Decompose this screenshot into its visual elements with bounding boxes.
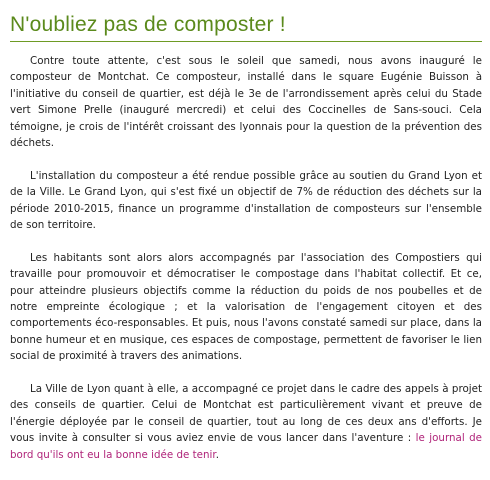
article-title: N'oubliez pas de composter ! — [10, 13, 286, 36]
paragraph-4-text: La Ville de Lyon quant à elle, a accompagné ce projet dans le cadre des appels à projet des conseils de quartier. Celui de Montchat est particulièrement vivant et preuve de l'énergie déployée par le conseil de quartier, tout au long de ces deux ans d'efforts. Je vous invite à consulter si vous aviez envie de vous lancer dans l'aventure : — [10, 383, 482, 445]
article-body — [10, 53, 482, 480]
journal-link[interactable]: le journal de bord qu'ils ont eu la bonne idée de tenir — [10, 432, 482, 461]
paragraph-3: Les habitants sont alors alors accompagnés par l'association des Compostiers qui travaille pour promouvoir et démocratiser le compostage dans l'habitat collectif. Et ce, pour atteindre plusieurs objectifs comme la réduction du poids de nos poubelles et de notre empreinte écologique ; et la valorisation de l'engagement citoyen et des comportements éco-responsables. Et puis, nous l'avons constaté samedi sur place, dans la bonne humeur et en musique, ces espaces de compostage, permettent de favoriser le lien social de proximité à travers des animations. — [10, 251, 482, 363]
paragraph-1: Contre toute attente, c'est sous le soleil que samedi, nous avons inauguré le composteur de Montchat. Ce composteur, installé dans le square Eugénie Buisson à l'initiative du conseil de quartier, est déjà le 3e de l'arrondissement après celui du Stade vert Simone Prelle (inauguré mercredi) et celui des Coccinelles de Sans-souci. Cela témoigne, je crois de l'intérêt croissant des lyonnais pour la question de la prévention des déchets. — [10, 55, 482, 150]
paragraph-4 — [10, 381, 482, 463]
title-divider — [10, 41, 482, 42]
paragraph-2: L'installation du composteur a été rendue possible grâce au soutien du Grand Lyon et de la Ville. Le Grand Lyon, qui s'est fixé un objectif de 7% de réduction des déchets sur la période 2010-2015, finance un programme d'installation de composteurs sur l'ensemble de son territoire. — [10, 169, 482, 232]
paragraph-4-end: . — [215, 448, 219, 461]
